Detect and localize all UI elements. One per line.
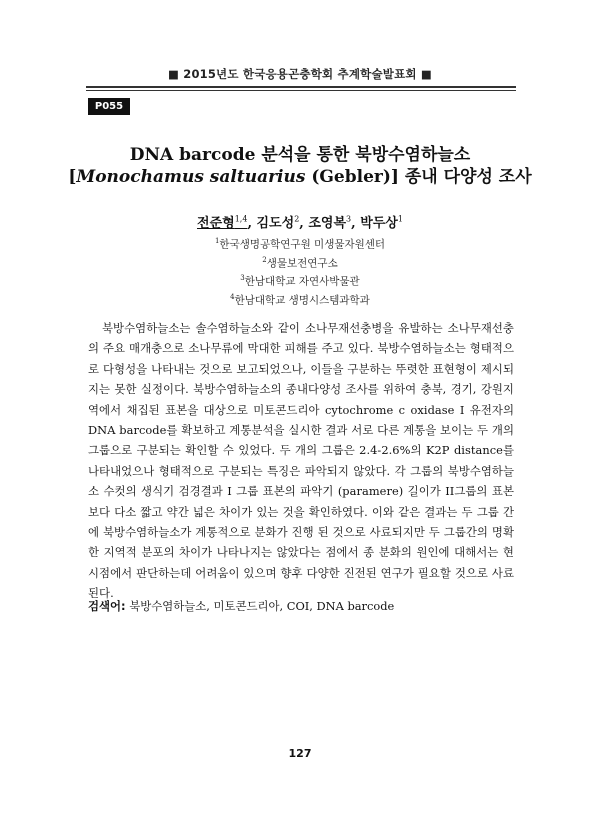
affiliation-1: $^1$한국생명공학연구원 미생물자원센터: [214, 237, 386, 251]
title-line-1: DNA barcode 분석을 통한 북방수염하늘소: [129, 145, 471, 165]
keywords-label: 검색어:: [88, 599, 126, 613]
affiliation-2: $^2$생물보전연구소: [262, 255, 338, 269]
affiliation-list: [0, 234, 600, 308]
title-rest: (Gebler)] 종내 다양성 조사: [305, 167, 532, 187]
header-rule: [86, 86, 516, 88]
author-list: 전준형$^{1,4}$, 김도성$^2$, 조영복$^3$, 박두상$^1$: [197, 214, 403, 231]
title-bracket: [: [68, 167, 77, 187]
affiliation-4: $^4$한남대학교 생명시스템과학과: [230, 292, 370, 306]
species-name: Monochamus saltuarius: [76, 167, 306, 187]
author-3: 조영복$^3$: [308, 214, 352, 231]
conference-header: ■ 2015년도 한국응용곤충학회 추계학술발표회 ■: [167, 67, 432, 81]
author-1: 전준형$^{1,4}$: [197, 214, 248, 231]
author-4: 박두상$^1$: [360, 214, 403, 231]
keywords-text: 북방수염하늘소, 미토콘드리아, COI, DNA barcode: [125, 599, 395, 613]
author-2: 김도성$^2$: [256, 214, 300, 231]
keywords: [88, 598, 514, 614]
title-line-2: [0, 162, 600, 187]
header-rule-thin: [86, 90, 516, 91]
poster-id-badge: P055: [88, 98, 130, 115]
affiliation-3: $^3$한남대학교 자연사박물관: [240, 274, 360, 288]
abstract-body: 북방수염하늘소는 솔수염하늘소와 같이 소나무재선충병을 유발하는 소나무재선충의 주요 매개충으로 소나무류에 막대한 피해를 주고 있다. 북방수염하늘소는 형태적으로 다형성을 나타내는 것으로 보고되었으나, 이들을 구분하는 뚜렷한 표현형이 제시되지는 못한 실정이다. 북방수염하늘소의 종내다양성 조사를 위하여 충북, 경기, 강원지역에서 채집된 표본을 대상으로 미토콘드리아 cytochrome c oxidase I 유전자의 DNA barcode를 확보하고 계통분석을 실시한 결과 서로 다른 계통을 보이는 두 개의 그룹으로 구분되는 확인할 수 있었다. 두 개의 그룹은 2.4-2.6%의 K2P distance를 나타내었으나 형태적으로 구분되는 특징은 파악되지 않았다. 각 그룹의 북방수염하늘소 수컷의 생식기 검경결과 I 그룹 표본의 파악기 (paramere) 길이가 II그룹의 표본보다 다소 짧고 약간 넓은 차이가 있는 것을 확인하였다. 이와 같은 결과는 두 그룹 간에 북방수염하늘소가 계통적으로 분화가 진행 된 것으로 사료되지만 두 그룹간의 명확한 지역적 분포의 차이가 나타나지는 않았다는 점에서 종 분화의 원인에 대해서는 현 시점에서 판단하는데 어려움이 있으며 향후 다양한 진전된 연구가 필요할 것으로 사료된다.: [88, 321, 514, 601]
page-number: 127: [288, 747, 312, 760]
